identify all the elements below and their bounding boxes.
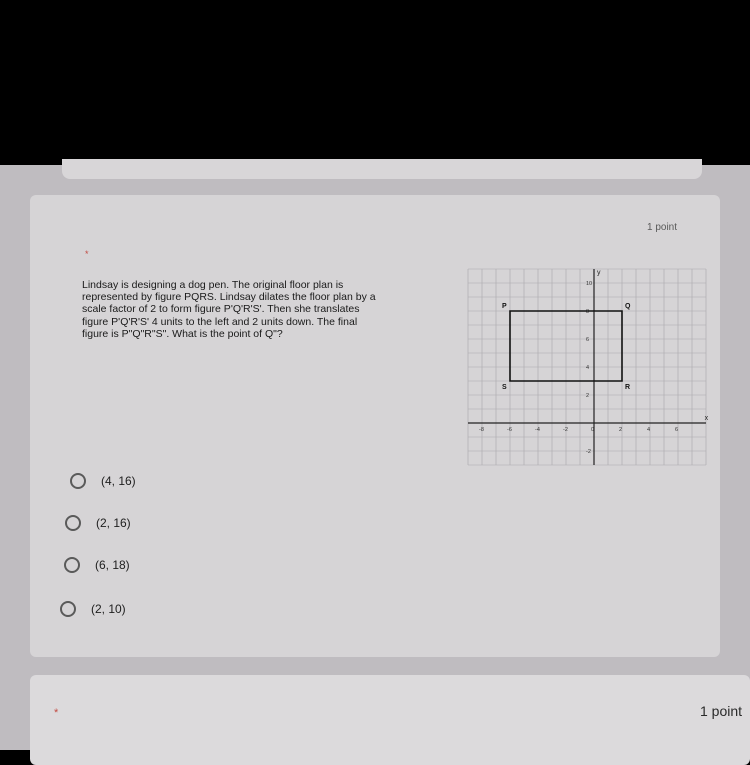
previous-question-card bbox=[62, 159, 702, 179]
option-label: (2, 10) bbox=[91, 602, 126, 616]
vertex-label-s: S bbox=[502, 384, 507, 391]
x-tick-label: -6 bbox=[507, 427, 512, 433]
x-tick-label: 6 bbox=[675, 427, 679, 433]
coordinate-graph bbox=[440, 269, 709, 455]
option-1[interactable] bbox=[70, 473, 136, 489]
radio-button[interactable] bbox=[70, 473, 86, 489]
option-label: (2, 16) bbox=[96, 516, 131, 530]
y-tick-label: 6 bbox=[586, 337, 590, 343]
y-tick-label: 8 bbox=[586, 309, 590, 315]
x-axis-label: x bbox=[704, 415, 709, 422]
x-tick-label: -2 bbox=[563, 427, 568, 433]
points-label: 1 point bbox=[647, 222, 678, 233]
x-tick-label: 4 bbox=[647, 427, 651, 433]
radio-button[interactable] bbox=[60, 601, 76, 617]
x-tick-label: -4 bbox=[535, 427, 540, 433]
option-3[interactable] bbox=[64, 557, 130, 573]
radio-button[interactable] bbox=[65, 515, 81, 531]
y-axis-label: y bbox=[597, 269, 601, 277]
vertex-label-r: R bbox=[625, 384, 631, 391]
next-question-card bbox=[30, 675, 750, 765]
required-mark: * bbox=[54, 707, 59, 719]
question-card bbox=[30, 195, 720, 657]
vertex-label-q: Q bbox=[625, 303, 631, 310]
question-text: Lindsay is designing a dog pen. The original floor plan is represented by figure PQRS. Lindsay dilates the floor plan by a scale factor of 2 to form figure P'Q'R'S'. Then she translates figure P'Q'R'S' 4 units to the left and 2 units down. The final figure is P"Q"R"S". What is the point of Q"? bbox=[82, 279, 376, 340]
radio-button[interactable] bbox=[64, 557, 80, 573]
x-tick-label: 0 bbox=[591, 427, 595, 433]
graph-tick-labels bbox=[479, 281, 678, 455]
option-label: (6, 18) bbox=[95, 558, 130, 572]
required-mark: * bbox=[85, 249, 89, 259]
option-4[interactable] bbox=[60, 601, 126, 617]
y-tick-label: 2 bbox=[586, 393, 590, 399]
form-screen bbox=[0, 165, 750, 750]
points-label: 1 point bbox=[700, 703, 743, 719]
vertex-label-p: P bbox=[502, 303, 507, 310]
option-2[interactable] bbox=[65, 515, 131, 531]
x-tick-label: 2 bbox=[619, 427, 623, 433]
option-label: (4, 16) bbox=[101, 474, 136, 488]
y-tick-label: 10 bbox=[586, 281, 593, 287]
x-tick-label: -8 bbox=[479, 427, 484, 433]
y-tick-label: 4 bbox=[586, 365, 590, 371]
rectangle-pqrs bbox=[502, 303, 631, 391]
y-tick-label: -2 bbox=[586, 449, 591, 455]
